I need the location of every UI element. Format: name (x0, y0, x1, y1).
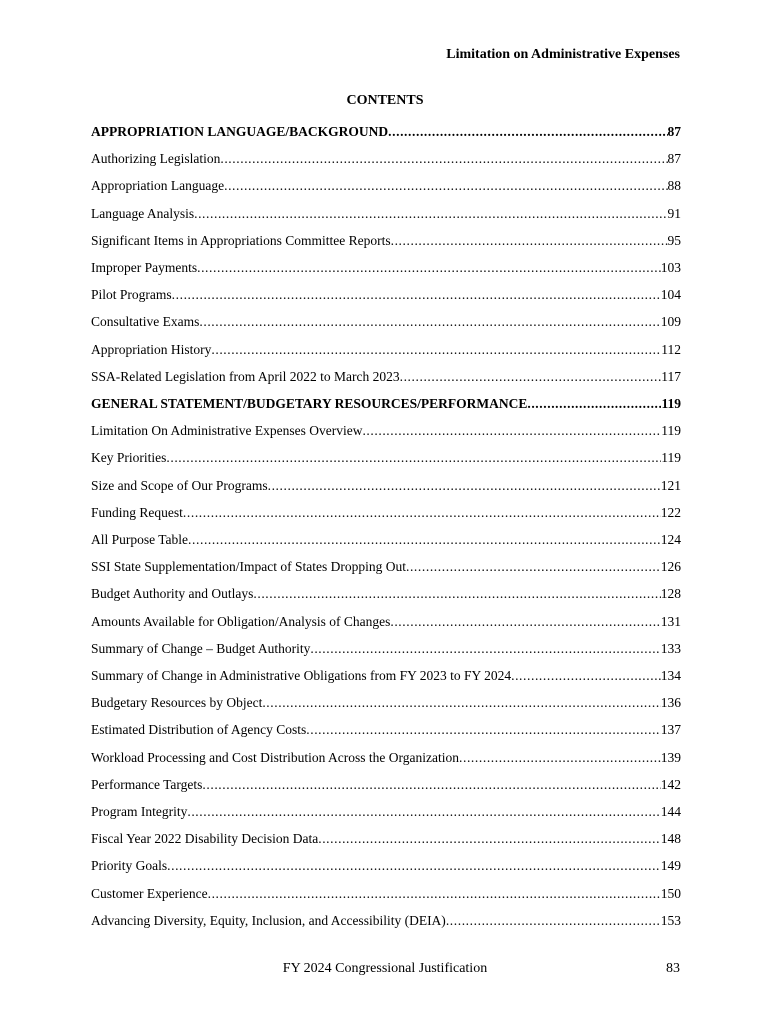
toc-dot-leader (406, 558, 661, 575)
toc-dot-leader (446, 912, 661, 929)
toc-entry-page: 87 (667, 151, 681, 167)
toc-entry-label: Limitation On Administrative Expenses Overview (91, 423, 363, 439)
toc-dot-leader (194, 205, 667, 222)
toc-dot-leader (400, 368, 662, 385)
toc-entry-label: Appropriation Language (91, 178, 225, 194)
toc-entry[interactable] (91, 857, 681, 874)
toc-dot-leader (268, 477, 661, 494)
footer-page-number: 83 (666, 961, 680, 976)
toc-entry-label: Key Priorities (91, 450, 167, 466)
toc-entry-page: 91 (667, 205, 681, 221)
toc-dot-leader (166, 449, 661, 466)
toc-entry[interactable] (91, 449, 681, 466)
toc-entry-page: 119 (661, 396, 681, 411)
toc-dot-leader (202, 776, 660, 793)
toc-dot-leader (220, 150, 667, 167)
toc-dot-leader (253, 585, 660, 602)
toc-entry-label: Performance Targets (91, 776, 203, 792)
toc-dot-leader (167, 857, 661, 874)
toc-entry-page: 119 (661, 423, 681, 439)
toc-entry-label: Summary of Change in Administrative Obligations from FY 2023 to FY 2024 (91, 668, 512, 683)
toc-entry-label: Workload Processing and Cost Distribution Across the Organization (91, 749, 459, 765)
toc-entry[interactable] (91, 885, 681, 902)
toc-entry-page: 119 (661, 450, 681, 466)
toc-entry-label: Summary of Change – Budget Authority (91, 640, 311, 656)
toc-dot-leader (199, 313, 660, 330)
toc-entry-label: Significant Items in Appropriations Committee Reports (91, 232, 391, 248)
toc-entry[interactable] (91, 368, 681, 385)
toc-entry-label: GENERAL STATEMENT/BUDGETARY RESOURCES/PERFORMANCE (91, 396, 528, 411)
toc-entry-page: 131 (660, 613, 681, 629)
toc-dot-leader (527, 395, 661, 412)
toc-entry[interactable] (91, 776, 681, 793)
toc-entry[interactable] (91, 477, 681, 494)
toc-entry[interactable] (91, 749, 681, 766)
toc-dot-leader (362, 422, 661, 439)
toc-dot-leader (188, 531, 661, 548)
toc-entry-label: Funding Request (91, 504, 183, 520)
toc-entry-page: 87 (667, 124, 681, 139)
toc-entry[interactable] (91, 667, 681, 684)
toc-entry-page: 88 (667, 178, 681, 194)
toc-dot-leader (511, 667, 661, 684)
toc-entry[interactable] (91, 205, 681, 222)
toc-dot-leader (306, 721, 661, 738)
toc-entry-label: Fiscal Year 2022 Disability Decision Data (91, 831, 319, 847)
toc-entry-label: Improper Payments (91, 260, 198, 275)
toc-entry[interactable] (91, 803, 681, 820)
toc-entry[interactable] (91, 177, 681, 194)
toc-entry-page: 142 (660, 776, 681, 792)
toc-entry[interactable] (91, 341, 681, 358)
toc-entry-page: 95 (667, 232, 681, 248)
toc-entry-page: 148 (660, 831, 681, 847)
toc-entry-label: Program Integrity (91, 804, 188, 819)
running-header: Limitation on Administrative Expenses (446, 47, 680, 62)
toc-entry-page: 150 (660, 885, 681, 901)
toc-entry-label: SSA-Related Legislation from April 2022 to March 2023 (91, 368, 400, 384)
toc-entry-page: 133 (660, 640, 681, 656)
footer-title: FY 2024 Congressional Justification (282, 961, 488, 976)
toc-entry-label: Authorizing Legislation (91, 151, 221, 167)
toc-entry-label: APPROPRIATION LANGUAGE/BACKGROUND (91, 124, 389, 139)
toc-entry[interactable] (91, 558, 681, 575)
toc-entry[interactable] (91, 640, 681, 657)
toc-entry-page: 128 (660, 586, 681, 602)
toc-entry[interactable] (91, 313, 681, 330)
toc-entry-page: 109 (660, 314, 681, 330)
toc-entry-page: 153 (660, 912, 681, 928)
toc-entry[interactable] (91, 286, 681, 303)
toc-entry-page: 121 (660, 477, 681, 493)
toc-entry-label: Appropriation History (91, 341, 212, 357)
toc-dot-leader (388, 123, 667, 140)
toc-entry-page: 112 (661, 341, 681, 357)
contents-title: CONTENTS (346, 93, 424, 108)
toc-entry[interactable] (91, 259, 681, 276)
toc-entry[interactable] (91, 531, 681, 548)
toc-entry-label: Advancing Diversity, Equity, Inclusion, and Accessibility (DEIA) (91, 912, 446, 928)
toc-entry[interactable] (91, 721, 681, 738)
toc-entry-page: 126 (660, 559, 681, 575)
toc-entry-page: 139 (660, 749, 681, 765)
toc-dot-leader (390, 613, 660, 630)
toc-entry[interactable] (91, 232, 681, 249)
toc-entry-page: 122 (660, 504, 681, 520)
toc-entry-label: Consultative Exams (91, 314, 200, 330)
toc-section-heading[interactable] (91, 395, 681, 412)
toc-dot-leader (459, 749, 661, 766)
toc-entry-page: 124 (660, 532, 681, 547)
toc-entry[interactable] (91, 830, 681, 847)
toc-entry-label: Budgetary Resources by Object (91, 695, 263, 711)
toc-entry[interactable] (91, 422, 681, 439)
toc-entry[interactable] (91, 694, 681, 711)
toc-dot-leader (391, 232, 668, 249)
toc-entry-label: Amounts Available for Obligation/Analysis of Changes (91, 613, 391, 629)
toc-entry-label: Pilot Programs (91, 287, 172, 303)
toc-dot-leader (183, 504, 661, 521)
toc-entry-page: 149 (660, 858, 681, 874)
toc-dot-leader (187, 803, 660, 820)
toc-entry[interactable] (91, 613, 681, 630)
toc-entry[interactable] (91, 150, 681, 167)
toc-entry-page: 134 (660, 668, 681, 683)
toc-entry-page: 103 (660, 260, 681, 275)
toc-entry-page: 104 (660, 287, 681, 303)
toc-dot-leader (208, 885, 661, 902)
toc-entry[interactable] (91, 504, 681, 521)
toc-dot-leader (211, 341, 661, 358)
toc-dot-leader (318, 830, 661, 847)
toc-dot-leader (224, 177, 667, 194)
toc-entry-page: 137 (660, 722, 681, 738)
toc-entry[interactable] (91, 912, 681, 929)
toc-entry-label: Estimated Distribution of Agency Costs (91, 722, 307, 738)
toc-entry-label: Size and Scope of Our Programs (91, 477, 268, 493)
toc-dot-leader (310, 640, 660, 657)
toc-entry-label: Language Analysis (91, 205, 195, 221)
toc-entry-label: All Purpose Table (91, 532, 189, 547)
toc-dot-leader (197, 259, 661, 276)
toc-entry-label: SSI State Supplementation/Impact of States Dropping Out (91, 559, 406, 575)
toc-entry-label: Customer Experience (91, 885, 208, 901)
toc-entry-label: Budget Authority and Outlays (91, 586, 254, 602)
toc-entry-page: 144 (660, 804, 681, 819)
toc-dot-leader (262, 694, 660, 711)
toc-dot-leader (172, 286, 661, 303)
toc-section-heading[interactable] (91, 123, 681, 140)
toc-entry-page: 136 (660, 695, 681, 711)
toc-entry[interactable] (91, 585, 681, 602)
toc-entry-page: 117 (661, 368, 681, 384)
toc-entry-label: Priority Goals (91, 858, 168, 874)
